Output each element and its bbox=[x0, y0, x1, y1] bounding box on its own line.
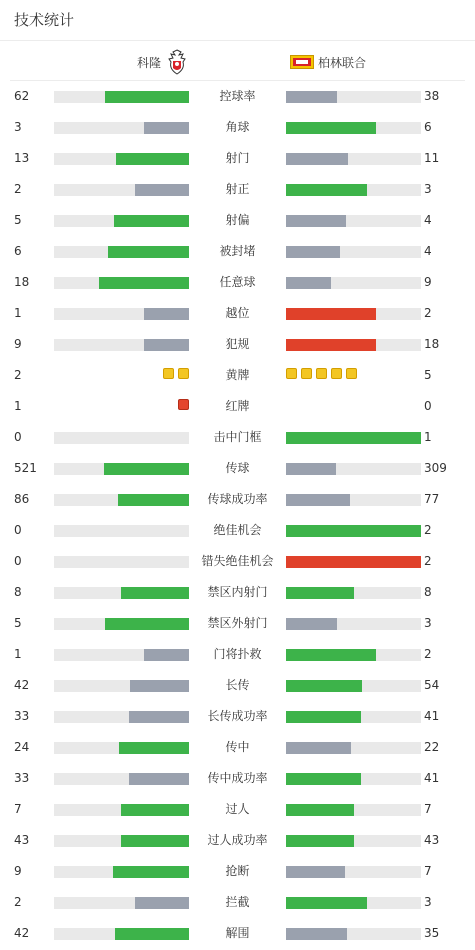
away-bar bbox=[286, 587, 354, 599]
away-bar bbox=[286, 153, 348, 165]
away-value: 4 bbox=[424, 213, 432, 227]
stat-label: 射偏 bbox=[225, 213, 250, 227]
home-bar-track bbox=[54, 308, 189, 320]
home-bar-track bbox=[54, 866, 189, 878]
away-value: 2 bbox=[424, 554, 432, 568]
away-bar bbox=[286, 897, 367, 909]
away-value: 0 bbox=[424, 399, 432, 413]
home-value: 0 bbox=[14, 523, 22, 537]
stat-label: 绝佳机会 bbox=[213, 523, 262, 537]
away-value: 3 bbox=[424, 895, 432, 909]
home-value: 42 bbox=[14, 678, 30, 692]
away-value: 41 bbox=[424, 709, 440, 723]
stat-row bbox=[0, 298, 475, 329]
home-bar-track bbox=[54, 835, 189, 847]
away-bar-track bbox=[286, 215, 421, 227]
away-bar bbox=[286, 773, 361, 785]
stat-label: 拦截 bbox=[225, 895, 250, 909]
stat-label: 过人 bbox=[225, 802, 250, 816]
stat-label: 抢断 bbox=[225, 864, 250, 878]
away-bar-track bbox=[286, 91, 421, 103]
home-bar-track bbox=[54, 556, 189, 568]
home-value: 0 bbox=[14, 430, 22, 444]
home-value: 1 bbox=[14, 306, 22, 320]
away-bar bbox=[286, 742, 351, 754]
home-cards bbox=[163, 368, 189, 382]
away-bar-track bbox=[286, 618, 421, 630]
stat-row bbox=[0, 484, 475, 515]
home-bar bbox=[144, 649, 189, 661]
home-value: 0 bbox=[14, 554, 22, 568]
away-bar-track bbox=[286, 928, 421, 940]
stat-label: 红牌 bbox=[225, 399, 250, 413]
away-bar bbox=[286, 494, 350, 506]
stat-row bbox=[0, 422, 475, 453]
home-bar-track bbox=[54, 649, 189, 661]
home-bar bbox=[113, 866, 189, 878]
home-bar-track bbox=[54, 122, 189, 134]
away-value: 3 bbox=[424, 182, 432, 196]
stat-row bbox=[0, 732, 475, 763]
stat-row bbox=[0, 360, 475, 391]
stat-label: 黄牌 bbox=[225, 368, 250, 382]
home-bar-track bbox=[54, 804, 189, 816]
away-value: 7 bbox=[424, 802, 432, 816]
home-value: 9 bbox=[14, 864, 22, 878]
away-bar-track bbox=[286, 804, 421, 816]
stat-row bbox=[0, 391, 475, 422]
away-value: 1 bbox=[424, 430, 432, 444]
home-bar-track bbox=[54, 742, 189, 754]
stat-label: 门将扑救 bbox=[213, 647, 262, 661]
home-bar-track bbox=[54, 928, 189, 940]
home-value: 1 bbox=[14, 647, 22, 661]
stat-label: 任意球 bbox=[219, 275, 256, 289]
away-team-name: 柏林联合 bbox=[318, 55, 367, 70]
home-value: 43 bbox=[14, 833, 30, 847]
away-bar-track bbox=[286, 680, 421, 692]
stat-row bbox=[0, 701, 475, 732]
home-bar bbox=[105, 91, 189, 103]
stat-label: 射门 bbox=[225, 151, 250, 165]
home-bar bbox=[129, 711, 189, 723]
home-value: 3 bbox=[14, 120, 22, 134]
stat-row bbox=[0, 608, 475, 639]
yellow-card-icon bbox=[286, 368, 297, 379]
home-value: 13 bbox=[14, 151, 30, 165]
stat-label: 越位 bbox=[225, 306, 250, 320]
home-bar-track bbox=[54, 339, 189, 351]
stat-label: 被封堵 bbox=[219, 244, 256, 258]
away-bar bbox=[286, 618, 337, 630]
yellow-card-icon bbox=[331, 368, 342, 379]
yellow-card-icon bbox=[301, 368, 312, 379]
away-bar-track bbox=[286, 494, 421, 506]
away-bar bbox=[286, 184, 367, 196]
home-bar-track bbox=[54, 494, 189, 506]
away-bar-track bbox=[286, 556, 421, 568]
stat-row bbox=[0, 453, 475, 484]
away-value: 18 bbox=[424, 337, 440, 351]
home-bar-track bbox=[54, 277, 189, 289]
stat-row bbox=[0, 112, 475, 143]
home-value: 9 bbox=[14, 337, 22, 351]
away-value: 2 bbox=[424, 647, 432, 661]
away-bar bbox=[286, 277, 331, 289]
home-bar bbox=[144, 339, 189, 351]
away-bar-track bbox=[286, 587, 421, 599]
away-bar bbox=[286, 339, 376, 351]
stat-label: 传球成功率 bbox=[207, 492, 268, 506]
home-bar bbox=[115, 928, 189, 940]
away-bar bbox=[286, 246, 340, 258]
stat-row bbox=[0, 236, 475, 267]
away-bar-track bbox=[286, 122, 421, 134]
away-bar-track bbox=[286, 897, 421, 909]
stat-label: 禁区内射门 bbox=[207, 585, 268, 599]
away-bar bbox=[286, 649, 376, 661]
away-team[interactable] bbox=[290, 50, 366, 74]
home-bar-track bbox=[54, 246, 189, 258]
away-bar-track bbox=[286, 649, 421, 661]
home-bar bbox=[114, 215, 189, 227]
home-value: 86 bbox=[14, 492, 30, 506]
home-value: 7 bbox=[14, 802, 22, 816]
home-bar bbox=[104, 463, 189, 475]
away-bar-track bbox=[286, 711, 421, 723]
red-card-icon bbox=[178, 399, 189, 410]
stat-label: 控球率 bbox=[219, 89, 256, 103]
home-value: 2 bbox=[14, 368, 22, 382]
home-bar-track bbox=[54, 773, 189, 785]
stat-row bbox=[0, 639, 475, 670]
yellow-card-icon bbox=[316, 368, 327, 379]
away-bar-track bbox=[286, 866, 421, 878]
away-value: 6 bbox=[424, 120, 432, 134]
away-bar bbox=[286, 525, 421, 537]
stat-label: 长传成功率 bbox=[207, 709, 268, 723]
away-bar-track bbox=[286, 308, 421, 320]
away-bar bbox=[286, 835, 354, 847]
away-value: 2 bbox=[424, 306, 432, 320]
away-value: 8 bbox=[424, 585, 432, 599]
stat-label: 解围 bbox=[225, 926, 250, 940]
home-team[interactable] bbox=[137, 50, 187, 74]
home-bar bbox=[144, 122, 189, 134]
stat-label: 射正 bbox=[225, 182, 250, 196]
away-value: 7 bbox=[424, 864, 432, 878]
home-value: 6 bbox=[14, 244, 22, 258]
home-bar-track bbox=[54, 897, 189, 909]
home-value: 62 bbox=[14, 89, 30, 103]
home-value: 5 bbox=[14, 213, 22, 227]
home-bar-track bbox=[54, 184, 189, 196]
away-bar-track bbox=[286, 184, 421, 196]
stat-row bbox=[0, 918, 475, 949]
away-bar-track bbox=[286, 277, 421, 289]
home-bar-track bbox=[54, 711, 189, 723]
home-bar-track bbox=[54, 587, 189, 599]
stat-row bbox=[0, 763, 475, 794]
home-value: 2 bbox=[14, 182, 22, 196]
away-bar bbox=[286, 866, 345, 878]
away-cards bbox=[286, 368, 357, 382]
home-bar bbox=[121, 804, 189, 816]
home-value: 2 bbox=[14, 895, 22, 909]
page-title: 技术统计 bbox=[14, 11, 75, 29]
home-bar bbox=[121, 587, 189, 599]
stat-row bbox=[0, 267, 475, 298]
stat-row bbox=[0, 81, 475, 112]
away-bar-track bbox=[286, 773, 421, 785]
away-value: 3 bbox=[424, 616, 432, 630]
stat-row bbox=[0, 856, 475, 887]
home-value: 18 bbox=[14, 275, 30, 289]
koln-badge-icon bbox=[167, 49, 187, 75]
away-bar-track bbox=[286, 525, 421, 537]
home-bar-track bbox=[54, 153, 189, 165]
away-bar bbox=[286, 928, 347, 940]
away-bar bbox=[286, 556, 421, 568]
away-bar-track bbox=[286, 246, 421, 258]
home-value: 5 bbox=[14, 616, 22, 630]
away-bar bbox=[286, 91, 337, 103]
stat-row bbox=[0, 329, 475, 360]
home-bar bbox=[129, 773, 189, 785]
home-bar-track bbox=[54, 215, 189, 227]
yellow-card-icon bbox=[346, 368, 357, 379]
home-bar bbox=[121, 835, 189, 847]
away-value: 2 bbox=[424, 523, 432, 537]
away-value: 41 bbox=[424, 771, 440, 785]
home-value: 42 bbox=[14, 926, 30, 940]
away-value: 35 bbox=[424, 926, 440, 940]
home-bar-track bbox=[54, 525, 189, 537]
home-bar-track bbox=[54, 618, 189, 630]
stat-label: 错失绝佳机会 bbox=[201, 554, 274, 568]
home-bar bbox=[135, 897, 189, 909]
stat-label: 禁区外射门 bbox=[207, 616, 268, 630]
stat-label: 角球 bbox=[225, 120, 250, 134]
away-value: 38 bbox=[424, 89, 440, 103]
home-value: 8 bbox=[14, 585, 22, 599]
away-bar-track bbox=[286, 432, 421, 444]
home-value: 521 bbox=[14, 461, 37, 475]
away-bar bbox=[286, 308, 376, 320]
stat-row bbox=[0, 577, 475, 608]
stat-label: 传中成功率 bbox=[207, 771, 268, 785]
away-bar bbox=[286, 804, 354, 816]
home-bar bbox=[144, 308, 189, 320]
yellow-card-icon bbox=[163, 368, 174, 379]
stat-row bbox=[0, 515, 475, 546]
home-bar bbox=[99, 277, 189, 289]
away-bar-track bbox=[286, 835, 421, 847]
home-bar bbox=[118, 494, 189, 506]
stat-label: 传球 bbox=[225, 461, 250, 475]
away-value: 22 bbox=[424, 740, 440, 754]
away-bar bbox=[286, 432, 421, 444]
away-value: 54 bbox=[424, 678, 440, 692]
home-bar bbox=[130, 680, 189, 692]
away-value: 43 bbox=[424, 833, 440, 847]
home-bar-track bbox=[54, 680, 189, 692]
stat-row bbox=[0, 670, 475, 701]
stat-label: 击中门框 bbox=[213, 430, 262, 444]
away-bar-track bbox=[286, 339, 421, 351]
stat-row bbox=[0, 825, 475, 856]
stat-row bbox=[0, 205, 475, 236]
home-value: 24 bbox=[14, 740, 30, 754]
home-team-name: 科隆 bbox=[137, 55, 162, 70]
home-bar bbox=[108, 246, 189, 258]
away-bar-track bbox=[286, 742, 421, 754]
stat-row bbox=[0, 794, 475, 825]
away-bar-track bbox=[286, 463, 421, 475]
away-bar-track bbox=[286, 153, 421, 165]
home-value: 33 bbox=[14, 771, 30, 785]
stat-label: 犯规 bbox=[225, 337, 250, 351]
away-value: 9 bbox=[424, 275, 432, 289]
home-bar-track bbox=[54, 432, 189, 444]
union-badge-icon bbox=[290, 55, 314, 69]
away-bar bbox=[286, 463, 336, 475]
stat-row bbox=[0, 174, 475, 205]
home-bar bbox=[105, 618, 189, 630]
stat-row bbox=[0, 887, 475, 918]
away-bar bbox=[286, 680, 362, 692]
home-bar-track bbox=[54, 91, 189, 103]
away-bar bbox=[286, 122, 376, 134]
stat-label: 长传 bbox=[225, 678, 250, 692]
stat-row bbox=[0, 143, 475, 174]
away-value: 77 bbox=[424, 492, 440, 506]
away-value: 11 bbox=[424, 151, 440, 165]
home-value: 1 bbox=[14, 399, 22, 413]
away-value: 309 bbox=[424, 461, 447, 475]
stat-label: 过人成功率 bbox=[207, 833, 268, 847]
stat-label: 传中 bbox=[225, 740, 250, 754]
home-value: 33 bbox=[14, 709, 30, 723]
home-bar-track bbox=[54, 463, 189, 475]
yellow-card-icon bbox=[178, 368, 189, 379]
stat-row bbox=[0, 546, 475, 577]
away-bar bbox=[286, 711, 361, 723]
home-bar bbox=[116, 153, 189, 165]
home-bar bbox=[135, 184, 189, 196]
away-value: 5 bbox=[424, 368, 432, 382]
title-divider bbox=[0, 40, 475, 41]
home-bar bbox=[119, 742, 189, 754]
home-cards bbox=[178, 399, 189, 413]
away-bar bbox=[286, 215, 346, 227]
away-value: 4 bbox=[424, 244, 432, 258]
